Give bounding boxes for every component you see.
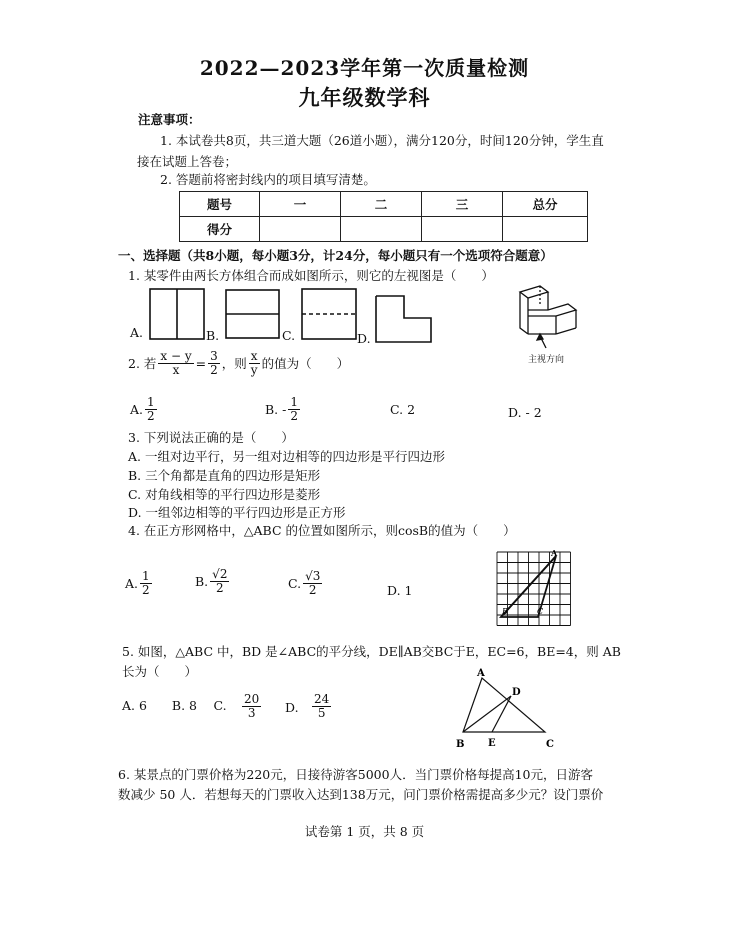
q4-option-c-den: 2 <box>308 582 317 597</box>
page-footer: 试卷第 1 页，共 8 页 <box>304 824 425 839</box>
q3-option-b: B. 三个角都是直角的四边形是矩形 <box>128 468 321 483</box>
q5-vertex-d-label: D <box>512 687 521 698</box>
q2-option-a-den: 2 <box>147 408 155 423</box>
section-heading: 一、选择题（共8小题，每小题3分，计24分，每小题只有一个选项符合题意） <box>118 248 553 263</box>
question-1-stem: 1. 某零件由两长方体组合而成如图所示，则它的左视图是（ ） <box>128 268 494 283</box>
q4-vertex-b-label: B <box>502 607 508 616</box>
q1-option-c-label: C. <box>282 328 296 343</box>
notice-item-1: 1. 本试卷共8页，共三道大题（26道小题），满分120分，时间120分钟，学生直 <box>160 133 604 148</box>
q1-option-b-label: B. <box>206 328 220 343</box>
q5-option-d-label: D. <box>285 700 299 715</box>
q2-fraction-1-num: x − y <box>160 349 192 363</box>
q4-option-a-num: 1 <box>142 569 150 583</box>
q4-vertex-c-label: C <box>537 607 544 616</box>
q5-option-c-den: 3 <box>247 705 256 720</box>
q4-option-c-num: √3 <box>305 569 321 583</box>
q2-option-d: D. - 2 <box>508 405 542 420</box>
q3-option-d: D. 一组邻边相等的平行四边形是正方形 <box>128 505 346 520</box>
score-header-cell: 总分 <box>503 192 588 217</box>
q2-equals: = <box>195 355 207 371</box>
q1-option-d-label: D. <box>357 331 371 346</box>
question-6-line-1: 6. 某景点的门票价格为220元，日接待游客5000人．当门票价格每提高10元，日游客 <box>118 767 593 782</box>
q4-option-d: D. 1 <box>387 583 413 598</box>
q2-fraction-2-den: 2 <box>210 362 218 377</box>
q2-then: ，则 <box>221 356 247 372</box>
q5-vertex-b-label: B <box>456 739 465 750</box>
q3-option-a: A. 一组对边平行，另一组对边相等的四边形是平行四边形 <box>128 449 445 464</box>
q2-fraction-3-num: x <box>250 349 258 363</box>
q5-triangle-abc <box>463 678 545 732</box>
q4-option-b-num: √2 <box>212 567 228 581</box>
question-4-stem: 4. 在正方形网格中，△ABC 的位置如图所示，则cosB的值为（ ） <box>128 523 516 538</box>
q2-option-c: C. 2 <box>390 402 416 417</box>
question-5-stem-cont: 长为（ ） <box>122 664 198 679</box>
q2-fraction-2-num: 3 <box>210 349 218 363</box>
q2-option-b-num: 1 <box>290 395 298 409</box>
q5-vertex-c-label: C <box>546 739 554 750</box>
q2-option-a-label: A. <box>130 401 144 417</box>
score-header-cell: 二 <box>341 192 422 217</box>
notice-item-1-cont: 接在试题上答卷； <box>137 154 238 169</box>
q5-segment-bd <box>463 696 511 732</box>
q4-vertex-a-label: A <box>551 548 558 558</box>
q2-fraction-1-den: x <box>172 362 180 377</box>
score-header-cell: 题号 <box>180 192 260 217</box>
q2-option-b-den: 2 <box>290 408 298 423</box>
question-3-stem: 3. 下列说法正确的是（ ） <box>128 430 294 445</box>
q5-vertex-a-label: A <box>477 668 485 679</box>
q5-segment-de <box>492 696 511 732</box>
q2-option-a-num: 1 <box>147 395 155 409</box>
q5-vertex-e-label: E <box>488 738 496 749</box>
q4-option-b-den: 2 <box>215 580 224 595</box>
q1-view-direction-label: 主视方向 <box>528 355 565 365</box>
q4-option-a-den: 2 <box>142 582 150 597</box>
question-6-line-2: 数减少 50 人．若想每天的门票收入达到138万元，问门票价格需提高多少元？设门票价 <box>118 787 604 802</box>
q2-tail: 的值为（ ） <box>261 356 350 372</box>
q2-prefix: 2. 若 <box>128 356 157 372</box>
score-header-cell: 一 <box>260 192 341 217</box>
q2-fraction-3-den: y <box>250 362 258 377</box>
q5-option-c-num: 20 <box>244 692 260 706</box>
q5-options-a-b: A. 6 B. 8 C. <box>122 698 227 713</box>
q2-option-b-label: B. - <box>265 401 287 417</box>
notice-heading: 注意事项： <box>138 112 201 127</box>
q5-option-d-num: 24 <box>314 692 330 706</box>
q4-option-c-label: C. <box>288 575 302 591</box>
notice-item-2: 2. 答题前将密封线内的项目填写清楚。 <box>160 172 376 187</box>
exam-title: 2022—2023学年第一次质量检测 <box>199 56 530 80</box>
question-5-stem: 5. 如图，△ABC 中，BD 是∠ABC的平分线，DE∥AB交BC于E，EC=6，BE=4，则 AB <box>122 644 621 659</box>
q1-option-a-label: A. <box>130 325 144 340</box>
q3-option-c: C. 对角线相等的平行四边形是菱形 <box>128 487 321 502</box>
exam-subtitle: 九年级数学科 <box>298 85 431 110</box>
q4-option-a-label: A. <box>125 575 139 591</box>
q5-option-d-den: 5 <box>317 705 326 720</box>
score-header-cell: 三 <box>422 192 503 217</box>
score-row-label: 得分 <box>180 217 260 242</box>
q4-option-b-label: B. <box>195 573 209 589</box>
